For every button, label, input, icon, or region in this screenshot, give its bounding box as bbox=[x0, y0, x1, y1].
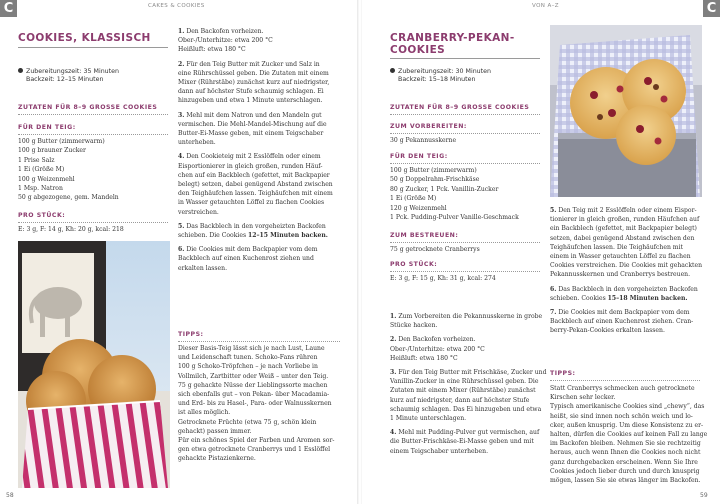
ingredient-item: 50 g abgezogene, gem. Mandeln bbox=[18, 194, 119, 202]
prep-item: 30 g Pekannusskerne bbox=[390, 137, 457, 144]
prep-heading: ZUM VORBEREITEN: bbox=[390, 123, 467, 130]
ingredient-item: 100 g Butter (zimmerwarm) bbox=[390, 167, 477, 174]
step-item: 5. Das Backblech in den vorgeheizten Backofen schieben. Die Cookies 12–15 Minuten backen. bbox=[178, 222, 328, 240]
title-rule bbox=[390, 58, 540, 59]
page-number: 58 bbox=[6, 492, 14, 499]
clock-icon bbox=[390, 68, 395, 73]
divider bbox=[390, 133, 540, 134]
ingredient-item: 100 g Weizenmehl bbox=[18, 175, 75, 183]
step-item: 3. Für den Teig Butter mit Frischkäse, Zucker und Vanillin-Zucker in eine Rührschüssel geben. Die Zutaten mit einem Mixer (Rührstäbe) zunächst kurz auf niedrigster, dann auf höchster Stufe schaumig schlagen. Das Ei hinzugeben und etwa 1 Minute unterschlagen. bbox=[390, 369, 547, 423]
per-piece-heading: PRO STÜCK: bbox=[18, 212, 66, 219]
dough-heading: FÜR DEN TEIG: bbox=[18, 124, 76, 131]
ingredient-item: 120 g Weizenmehl bbox=[390, 204, 447, 212]
cookie-illustration bbox=[550, 25, 702, 197]
divider bbox=[178, 341, 340, 342]
tips-heading: TIPPS: bbox=[178, 331, 204, 338]
step-item: 7. Die Cookies mit dem Backpapier vom dem Backblech auf einen Kuchenrost ziehen. Cran- berry-Pekan-Cookies erkalten lassen. bbox=[550, 309, 694, 335]
yield-heading: ZUTATEN FÜR 8–9 GROSSE COOKIES bbox=[390, 104, 530, 111]
yield-heading: ZUTATEN FÜR 8–9 GROSSE COOKIES bbox=[18, 104, 158, 111]
step-item: 2. Für den Teig Butter mit Zucker und Salz in eine Rührschüssel geben. Die Zutaten mit einem Mixer (Rührstäbe) zunächst kurz auf niedrigster, dann auf höchster Stufe schaumig schlagen. Ei hinzugeben und etwa 1 Minute unterschlagen. bbox=[178, 60, 330, 105]
divider bbox=[18, 114, 168, 115]
recipe-title: COOKIES, KLASSISCH bbox=[18, 32, 151, 44]
ingredient-list bbox=[390, 166, 519, 222]
tips-text: Statt Cranberrys schmecken auch getrocknete Kirschen sehr lecker. Typisch amerikanische Cookies sind „chewy“, das heißt, sie sind innen noch schön weich und lo- cker, außen knusprig. Um diese Konsistenz zu er- halten, dürfen die Cookies auf keinen Fall zu lange im Backofen bleiben. Nehmen Sie sie rechtzeitig heraus, auch wenn Ihnen die Cookies noch nicht ganz durchgebacken erscheinen. Wenn Sie Ihre Cookies jedoch lieber durch und durch knusprig mögen, lassen Sie sie etwas länger im Backofen. bbox=[550, 385, 708, 485]
cookie-photo bbox=[18, 241, 170, 488]
right-page bbox=[362, 0, 720, 504]
step-item: 5. Den Teig mit 2 Esslöffeln oder einem Eispor- tionierer in gleich großen, runden Häufchen auf ein Backblech (gefettet, mit Backpapier belegt) setzen, dabei genügend Abstand zwischen den Teighäufchen lassen. Die Teighäufchen mit einem in Wasser getauchten Löffel zu flachen Cookies verstreichen. Die Cookies mit gehackten Pekannusskernen und Cranberrys bestreuen. bbox=[550, 207, 703, 279]
ingredient-item: 1 Prise Salz bbox=[18, 156, 55, 164]
page-tab-letter: C bbox=[0, 0, 17, 17]
clock-icon bbox=[18, 68, 23, 73]
page-tab-letter: C bbox=[703, 0, 720, 17]
sprinkle-heading: ZUM BESTREUEN: bbox=[390, 232, 459, 239]
divider bbox=[390, 271, 540, 272]
running-head: CAKES & COOKIES bbox=[148, 3, 205, 9]
divider bbox=[18, 134, 168, 135]
step-list-continued bbox=[550, 206, 712, 341]
divider bbox=[18, 222, 168, 223]
recipe-title: CRANBERRY-PEKAN- COOKIES bbox=[390, 32, 515, 56]
per-piece-heading: PRO STÜCK: bbox=[390, 261, 438, 268]
cookie-illustration bbox=[18, 241, 170, 488]
step-item: 4. Mehl mit Pudding-Pulver gut vermischen, auf die Butter-Frischkäse-Ei-Masse geben und mit einem Teigschaber unterheben. bbox=[390, 429, 540, 455]
ingredient-item: 80 g Zucker, 1 Pck. Vanillin-Zucker bbox=[390, 185, 499, 193]
step-item: 1. Zum Vorbereiten die Pekannusskerne in grobe Stücke hacken. bbox=[390, 313, 543, 330]
prep-time: Zubereitungszeit: 35 Minuten Backzeit: 12–15 Minuten bbox=[18, 68, 119, 84]
divider bbox=[390, 114, 540, 115]
ingredient-item: 50 g Doppelrahm-Frischkäse bbox=[390, 176, 480, 184]
ingredient-item: 1 Ei (Größe M) bbox=[390, 195, 437, 203]
sprinkle-item: 75 g getrocknete Cranberrys bbox=[390, 246, 480, 253]
cookie-photo bbox=[550, 25, 702, 197]
tips-text: Dieser Basis-Teig lässt sich je nach Lust, Laune und Leidenschaft tunen. Schoko-Fans rühren 100 g Schoko-Tröpfchen – je nach Vorliebe in Vollmilch, Zartbitter oder Weiß – unter den Teig. 75 g gehackte Nüsse der Lieblingssorte machen sich ebenfalls gut – von Pekan- über Macadamia- und Erd- bis zu Hasel-, Para- oder Walnusskernen ist alles möglich. Getrocknete Früchte (etwa 75 g, schön klein gehackt) passen immer. Für ein schönes Spiel der Farben und Aromen sor- gen etwa getrocknete Cranberrys und 1 Esslöffel gehackte Pistazienkerne. bbox=[178, 345, 335, 463]
ingredient-item: 1 Pck. Pudding-Pulver Vanille-Geschmack bbox=[390, 214, 519, 222]
ingredient-item: 1 Ei (Größe M) bbox=[18, 166, 65, 174]
ingredient-list bbox=[18, 137, 119, 203]
divider bbox=[550, 380, 700, 381]
page-number: 59 bbox=[700, 492, 708, 499]
ingredient-item: 100 g Butter (zimmerwarm) bbox=[18, 138, 105, 145]
step-item: 6. Die Cookies mit dem Backpapier vom dem Backblech auf einen Kuchenrost ziehen und erkalten lassen. bbox=[178, 246, 318, 272]
title-rule bbox=[18, 47, 168, 48]
tips-heading: TIPPS: bbox=[550, 370, 576, 377]
ingredient-item: 1 Msp. Natron bbox=[18, 185, 63, 193]
step-item: 1. Den Backofen vorheizen. Ober-/Unterhitze: etwa 200 °C Heißluft: etwa 180 °C bbox=[178, 28, 273, 54]
step-item: 2. Den Backofen vorheizen. Ober-/Unterhitze: etwa 200 °C Heißluft: etwa 180 °C bbox=[390, 336, 485, 362]
nutrition-info: E: 3 g, F: 14 g, Kh: 20 g, kcal: 218 bbox=[18, 226, 124, 233]
step-item: 4. Den Cookieteig mit 2 Esslöffeln oder einem Eisportionierer in gleich großen, runden Häuf- chen auf ein Backblech (gefettet, mit Backpapier belegt) setzen, dabei genügend Abstand zwischen den Teighäufchen lassen. Teighäufchen mit einem in Wasser getauchten Löffel zu flachen Cookies verstreichen. bbox=[178, 153, 333, 216]
left-page bbox=[0, 0, 358, 504]
step-item: 3. Mehl mit dem Natron und den Mandeln gut vermischen. Die Mehl-Mandel-Mischung auf die Butter-Ei-Masse geben, mit einem Teigschaber unterheben. bbox=[178, 111, 327, 147]
step-list bbox=[178, 27, 348, 278]
step-list bbox=[390, 312, 552, 461]
dough-heading: FÜR DEN TEIG: bbox=[390, 153, 448, 160]
running-head: VON A–Z bbox=[532, 3, 559, 9]
nutrition-info: E: 3 g, F: 15 g, Kh: 31 g, kcal: 274 bbox=[390, 275, 496, 282]
divider bbox=[390, 242, 540, 243]
divider bbox=[390, 163, 540, 164]
step-item: 6. Das Backblech in den vorgeheizten Backofen schieben. Cookies 15–18 Minuten backen. bbox=[550, 285, 698, 302]
ingredient-item: 100 g brauner Zucker bbox=[18, 147, 86, 155]
prep-time: Zubereitungszeit: 30 Minuten Backzeit: 15–18 Minuten bbox=[390, 68, 491, 84]
